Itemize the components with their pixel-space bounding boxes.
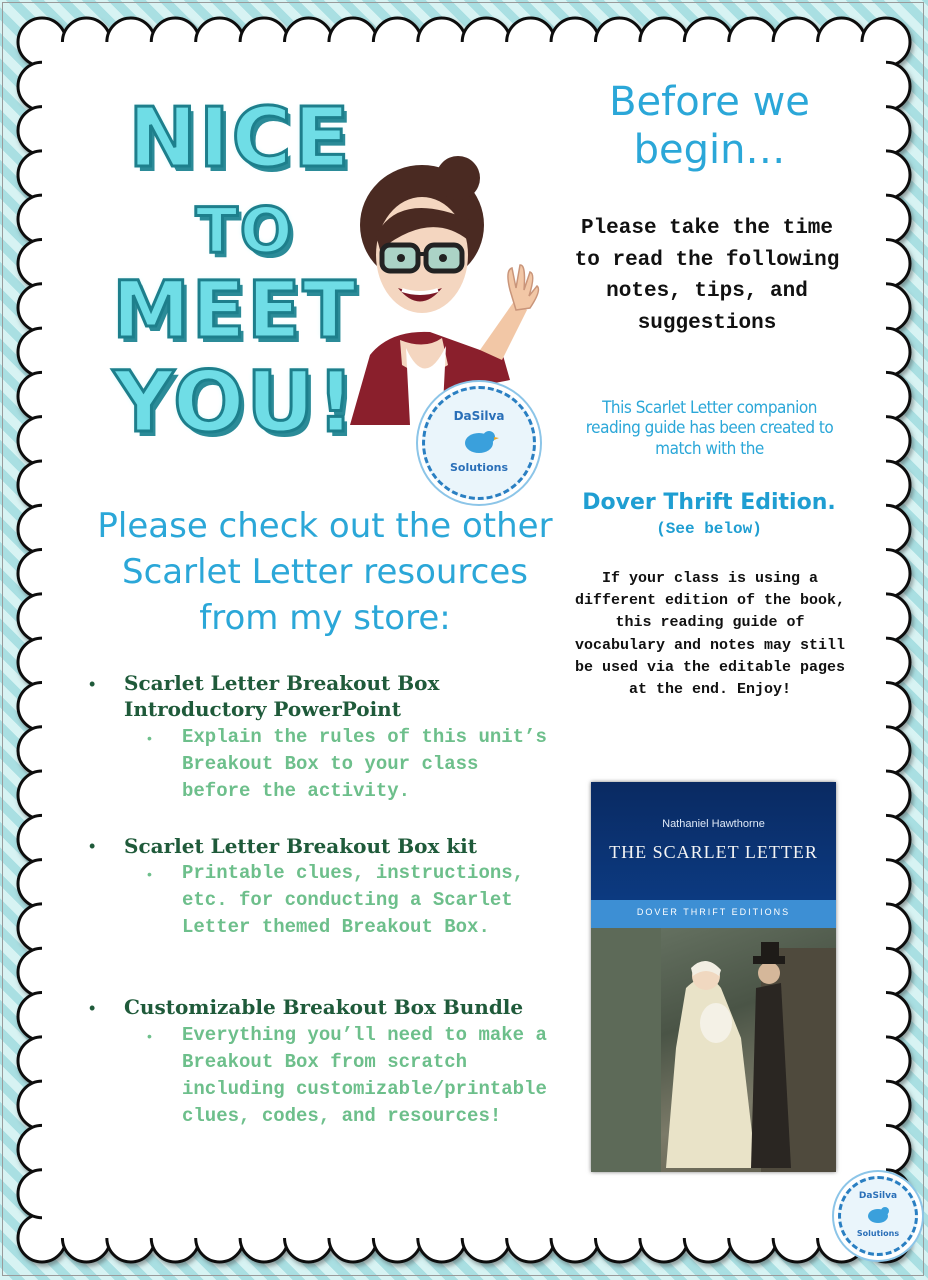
intro-alt-edition: If your class is using a different edition of the book, this reading guide of vocabulary and notes may still be used via the editable pages at the end. Enjoy!: [574, 570, 846, 698]
bullet-1: •: [89, 674, 96, 694]
logo-name-small: DaSilva: [858, 1191, 898, 1201]
resource-desc-2: Printable clues, instructions, etc. for conducting a Scarlet Letter themed Breakout Box.: [182, 862, 525, 939]
book-title: THE SCARLET LETTER: [609, 842, 818, 862]
resource-title-2[interactable]: Scarlet Letter Breakout Box kit: [124, 834, 478, 858]
dasilva-solutions-logo: [422, 386, 536, 500]
bird-icon-small: [863, 1204, 893, 1226]
resource-desc-1: Explain the rules of this unit’s Breakout Box to your class before the activity.: [182, 726, 547, 803]
book-cover-image: [591, 782, 836, 1172]
intro-see-below: (See below): [656, 520, 762, 538]
greeting-line-nice: NICE: [128, 91, 352, 186]
logo-name: DaSilva: [453, 409, 505, 423]
waving-avatar-illustration: [330, 150, 545, 425]
book-author: Nathaniel Hawthorne: [662, 818, 765, 830]
resource-title-1[interactable]: Scarlet Letter Breakout Box Introductory PowerPoint: [124, 671, 440, 721]
book-series: DOVER THRIFT EDITIONS: [636, 907, 791, 917]
greeting-line-to: TO: [195, 194, 295, 267]
sub-bullet-3: •: [147, 1028, 152, 1044]
greeting-line-you: YOU!: [113, 353, 357, 451]
sub-bullet-2: •: [147, 866, 152, 882]
bullet-3: •: [89, 998, 96, 1018]
intro-heading: Before we begin…: [609, 79, 810, 173]
store-heading: Please check out the other Scarlet Letter resources from my store:: [97, 506, 553, 638]
intro-please-read: Please take the time to read the following notes, tips, and suggestions: [574, 217, 840, 335]
bullet-2: •: [89, 836, 96, 856]
resource-desc-3: Everything you’ll need to make a Breakout Box from scratch including customizable/printable clues, codes, and resources!: [182, 1024, 547, 1128]
dasilva-solutions-logo-small: [838, 1176, 918, 1256]
book-cover-painting: [591, 928, 836, 1172]
intro-edition: Dover Thrift Edition.: [582, 490, 836, 515]
resource-title-3[interactable]: Customizable Breakout Box Bundle: [124, 995, 524, 1019]
logo-subtitle: Solutions: [449, 461, 509, 474]
greeting-line-meet: MEET: [112, 266, 358, 356]
logo-subtitle-small: Solutions: [856, 1229, 900, 1238]
sub-bullet-1: •: [147, 730, 152, 746]
intro-companion-text: This Scarlet Letter companion reading guide has been created to match with the: [585, 398, 834, 459]
bird-icon: [459, 427, 499, 457]
